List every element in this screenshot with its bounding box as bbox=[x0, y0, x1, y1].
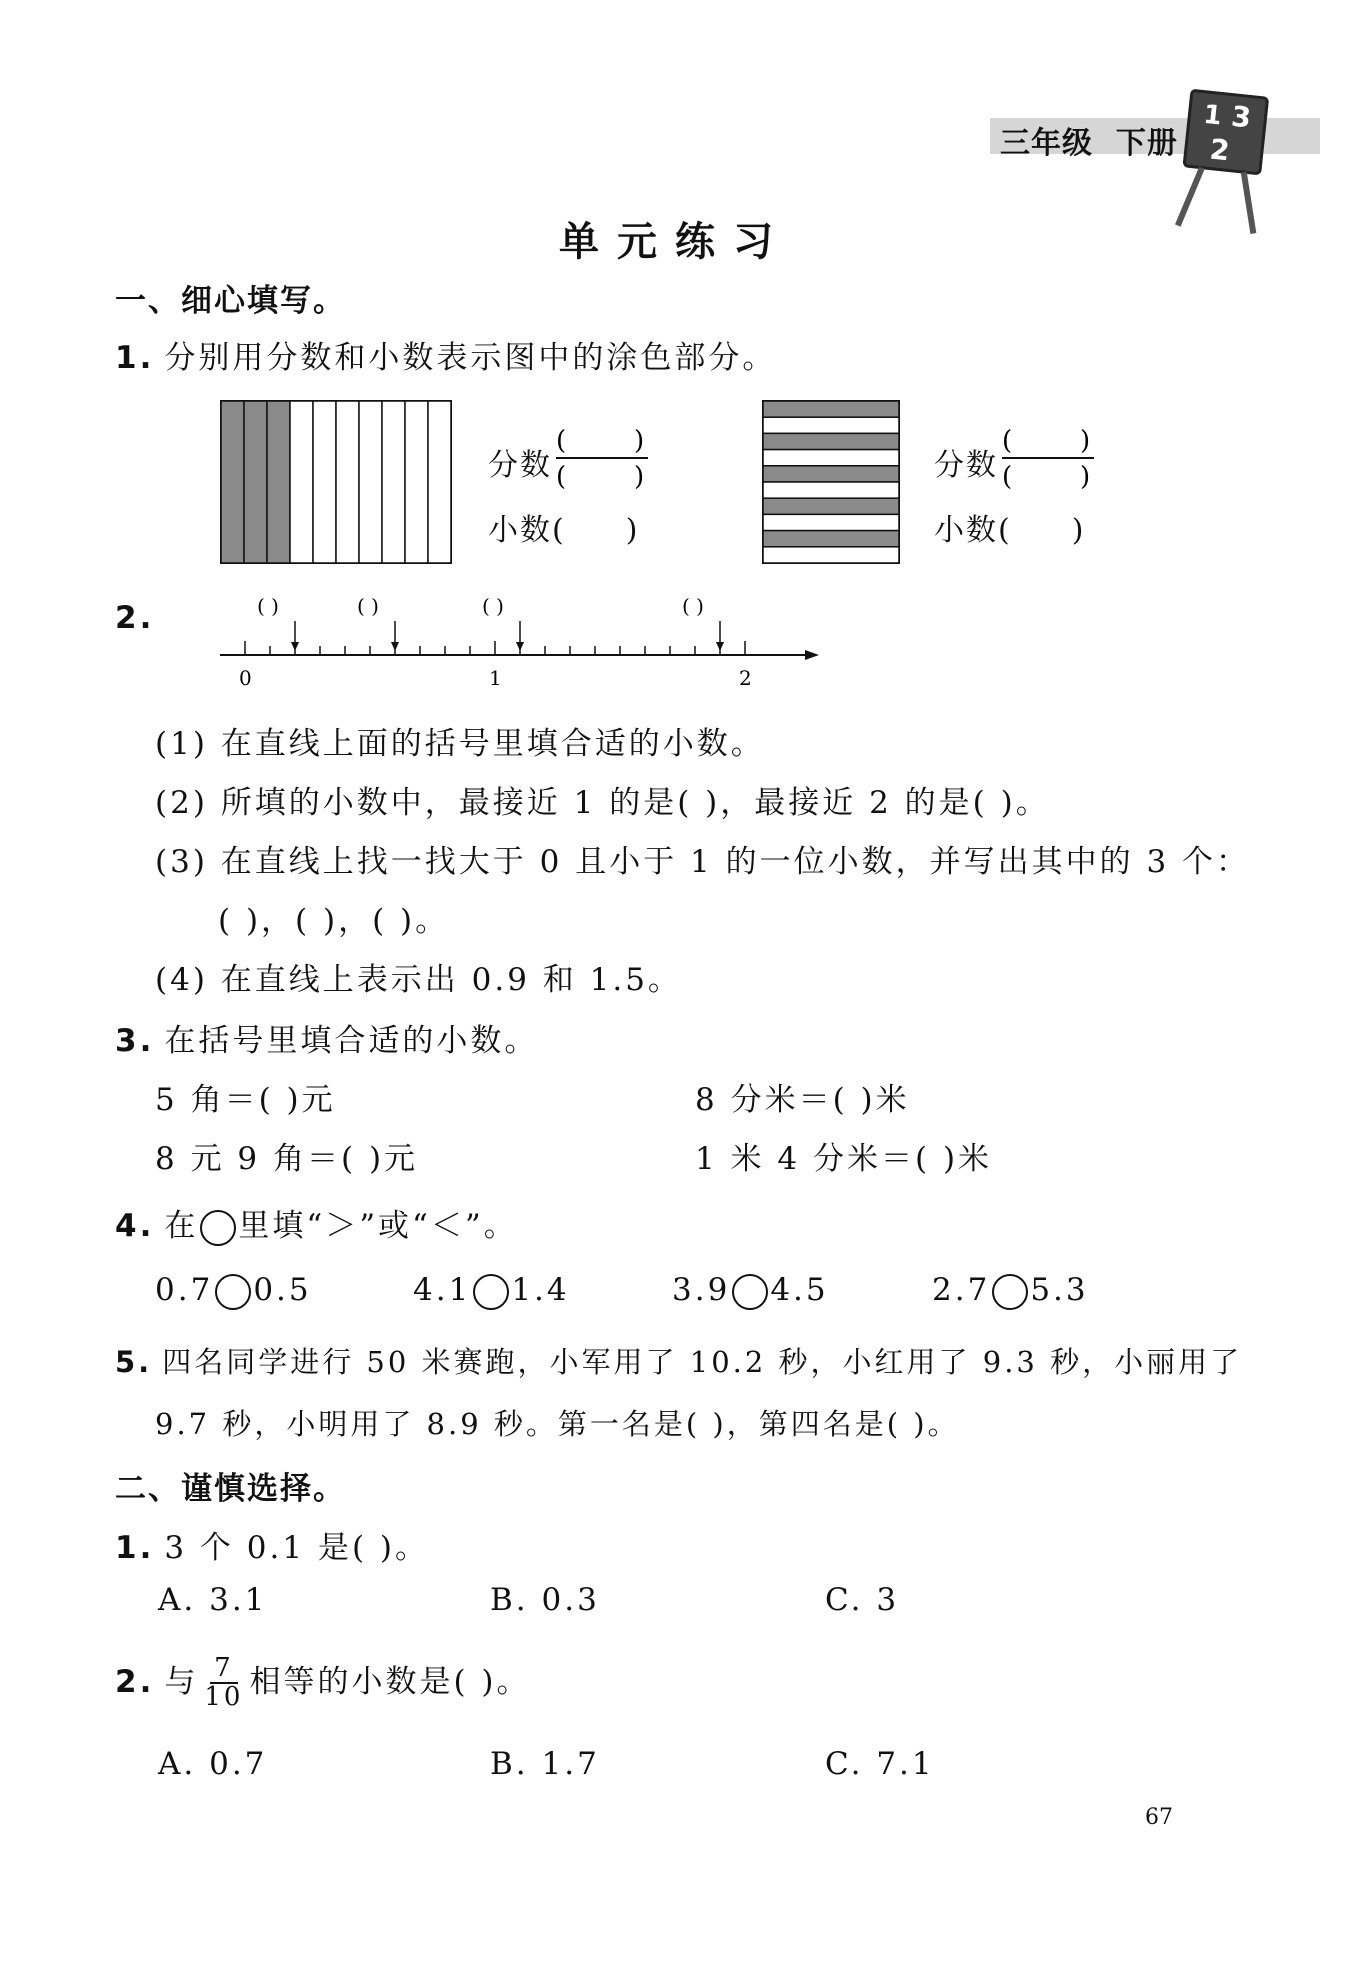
svg-text:(: ( bbox=[556, 426, 567, 456]
number-line bbox=[215, 590, 825, 690]
compare-circle-icon bbox=[473, 1274, 509, 1310]
section2-heading: 二、谨慎选择。 bbox=[115, 1471, 346, 1507]
svg-text:(: ( bbox=[1002, 462, 1013, 492]
q5-line1: 5. 四名同学进行 50 米赛跑，小军用了 10.2 秒，小红用了 9.3 秒，小丽用了 bbox=[115, 1345, 1243, 1379]
s2-q1-option: C. 3 bbox=[825, 1582, 900, 1618]
axis-label: 0 bbox=[239, 666, 252, 690]
page-title: 单元练习 bbox=[559, 219, 791, 265]
q3-item: 8 元 9 角＝( )元 bbox=[155, 1141, 419, 1177]
answer-blank: ( ) bbox=[357, 594, 379, 618]
q5-line2: 9.7 秒，小明用了 8.9 秒。第一名是( )，第四名是( )。 bbox=[155, 1407, 960, 1441]
blank-row bbox=[763, 514, 899, 530]
q1-text: 1. 分别用分数和小数表示图中的涂色部分。 bbox=[115, 340, 777, 376]
svg-text:(: ( bbox=[1002, 426, 1013, 456]
svg-text:(: ( bbox=[556, 462, 567, 492]
q4-pair: 0.7 0.5 bbox=[155, 1272, 312, 1308]
compare-circle-icon bbox=[732, 1274, 768, 1310]
left-decimal-blank: 小数( ) bbox=[488, 513, 640, 548]
left-fraction-blank: 分数 bbox=[488, 448, 552, 483]
answer-blank: ( ) bbox=[257, 594, 279, 618]
answer-blank: ( ) bbox=[482, 594, 504, 618]
svg-text:): ) bbox=[1080, 426, 1091, 456]
q4-pair: 4.1 1.4 bbox=[413, 1272, 570, 1308]
blank-column bbox=[382, 401, 405, 563]
s2-q2-option: A. 0.7 bbox=[158, 1746, 268, 1782]
blank-column bbox=[428, 401, 451, 563]
fraction-seven-tenths: $\frac{7}{10}$ bbox=[204, 1653, 244, 1713]
q4-pair: 2.7 5.3 bbox=[932, 1272, 1089, 1308]
answer-blank: ( ) bbox=[682, 594, 704, 618]
right-decimal-blank: 小数( ) bbox=[934, 513, 1086, 548]
q3-item: 8 分米＝( )米 bbox=[695, 1082, 910, 1118]
shaded-row bbox=[763, 466, 899, 482]
q3-text: 3. 在括号里填合适的小数。 bbox=[115, 1023, 539, 1059]
q2-sub3-blanks: ( )，( )，( )。 bbox=[218, 903, 450, 939]
shaded-row bbox=[763, 401, 899, 417]
compare-circle-icon bbox=[992, 1274, 1028, 1310]
s2-q2-option: B. 1.7 bbox=[490, 1746, 600, 1782]
fraction-figure-columns bbox=[220, 400, 452, 564]
s2-q2-option: C. 7.1 bbox=[825, 1746, 935, 1782]
q2-sub2: (2) 所填的小数中，最接近 1 的是( )，最接近 2 的是( )。 bbox=[155, 785, 1050, 821]
s2-q1-text: 1. 3 个 0.1 是( )。 bbox=[115, 1530, 429, 1566]
q2-sub1: (1) 在直线上面的括号里填合适的小数。 bbox=[155, 726, 765, 762]
badge-digit-3: 3 bbox=[1229, 99, 1253, 135]
s2-q1-option: B. 0.3 bbox=[490, 1582, 600, 1618]
svg-text:): ) bbox=[634, 426, 645, 456]
arrow-down-icon bbox=[716, 642, 724, 651]
blank-row bbox=[763, 450, 899, 466]
badge-digit-2: 2 bbox=[1208, 132, 1232, 168]
s2-q2-text: 2. 与 $\frac{7}{10}$ 相等的小数是( )。 bbox=[115, 1653, 531, 1713]
q3-item: 1 米 4 分米＝( )米 bbox=[695, 1141, 993, 1177]
shaded-column bbox=[267, 401, 290, 563]
left-fraction-parens bbox=[552, 425, 652, 495]
shaded-row bbox=[763, 433, 899, 449]
right-fraction-parens bbox=[998, 425, 1098, 495]
svg-text:): ) bbox=[1080, 462, 1091, 492]
q3-item: 5 角＝( )元 bbox=[155, 1082, 336, 1118]
blank-column bbox=[290, 401, 313, 563]
shaded-column bbox=[221, 401, 244, 563]
arrow-down-icon bbox=[516, 642, 524, 651]
q4-text: 4. 在 里填“＞”或“＜”。 bbox=[115, 1208, 518, 1244]
q4-pair: 3.9 4.5 bbox=[672, 1272, 829, 1308]
page-number: 67 bbox=[1145, 1805, 1173, 1830]
shaded-row bbox=[763, 531, 899, 547]
q2-sub4: (4) 在直线上表示出 0.9 和 1.5。 bbox=[155, 962, 682, 998]
blank-row bbox=[763, 482, 899, 498]
axis-label: 1 bbox=[489, 666, 502, 690]
blank-column bbox=[313, 401, 336, 563]
grade-label: 三年级 下册 bbox=[1000, 126, 1178, 161]
blank-column bbox=[336, 401, 359, 563]
axis-label: 2 bbox=[739, 666, 752, 690]
blank-column bbox=[405, 401, 428, 563]
arrow-down-icon bbox=[291, 642, 299, 651]
blank-column bbox=[359, 401, 382, 563]
arrow-down-icon bbox=[391, 642, 399, 651]
svg-text:): ) bbox=[634, 462, 645, 492]
fraction-figure-rows bbox=[762, 400, 900, 564]
compare-circle-icon bbox=[200, 1210, 236, 1246]
s2-q1-option: A. 3.1 bbox=[158, 1582, 268, 1618]
shaded-row bbox=[763, 498, 899, 514]
right-fraction-blank: 分数 bbox=[934, 448, 998, 483]
badge-digit-1: 1 bbox=[1201, 99, 1224, 132]
compare-circle-icon bbox=[215, 1274, 251, 1310]
q2-sub3: (3) 在直线上找一找大于 0 且小于 1 的一位小数，并写出其中的 3 个： bbox=[155, 844, 1251, 880]
section1-heading: 一、细心填写。 bbox=[115, 283, 346, 319]
q2-number: 2. bbox=[115, 600, 155, 636]
shaded-column bbox=[244, 401, 267, 563]
arrow-head-icon bbox=[805, 650, 819, 660]
blank-row bbox=[763, 417, 899, 433]
blank-row bbox=[763, 547, 899, 563]
